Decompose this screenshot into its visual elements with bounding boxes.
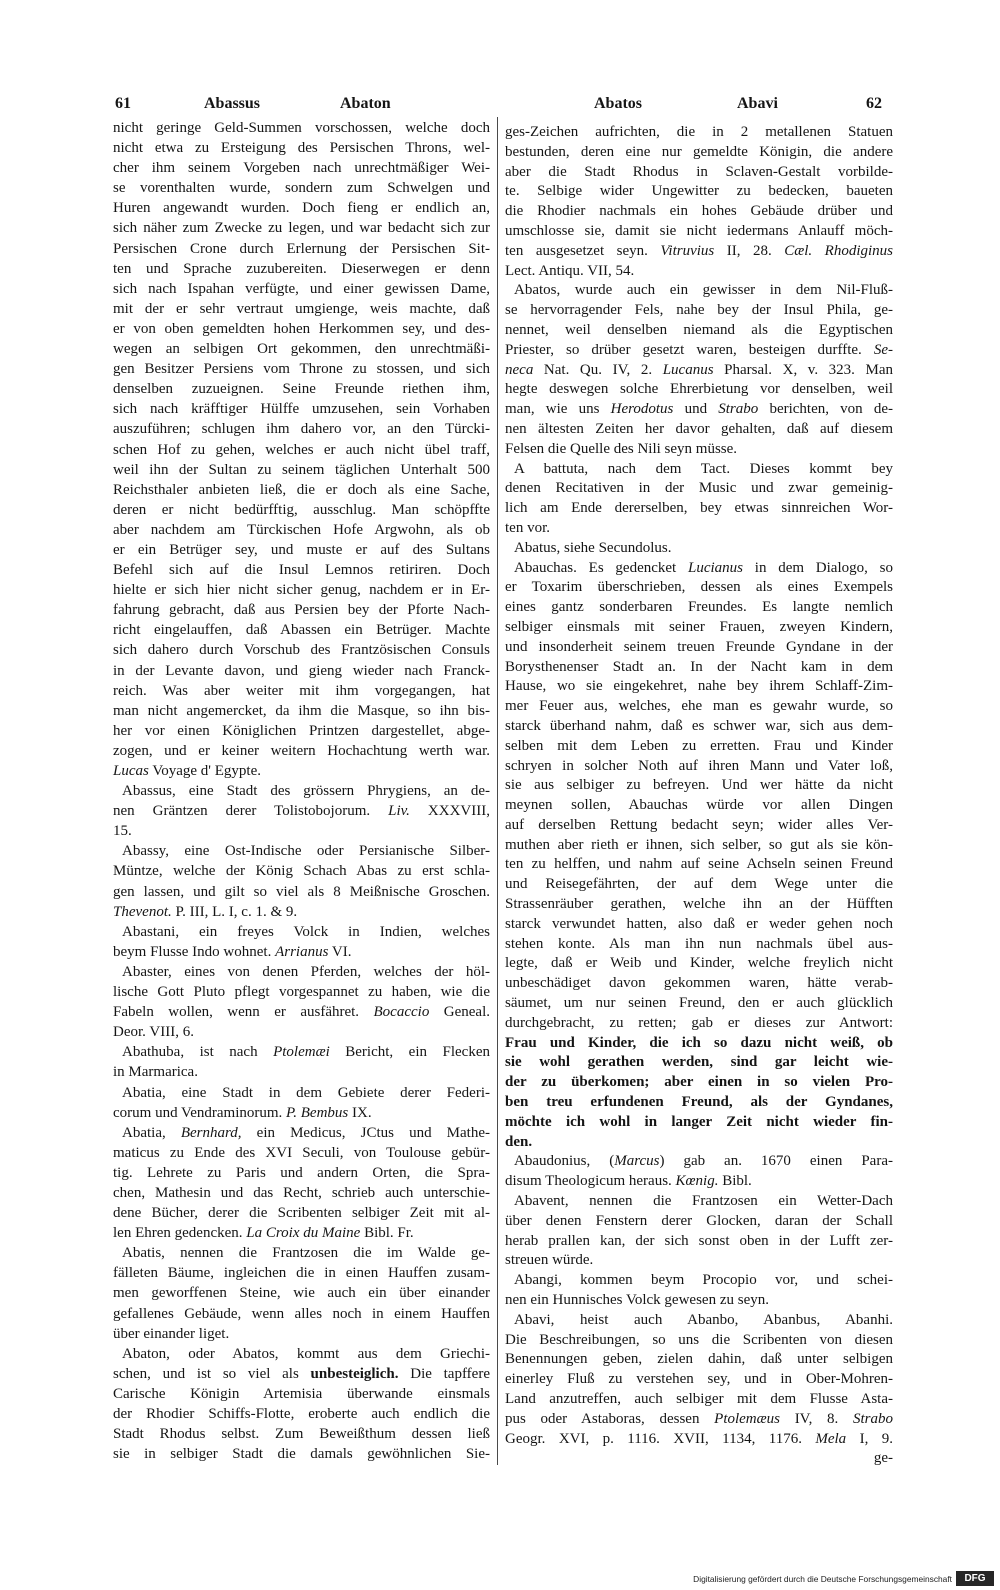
text-line: gen Besitzer Persiens vom Throne zu stossen, und sich — [113, 361, 490, 378]
entry-paragraph — [505, 1271, 893, 1311]
entry-paragraph — [113, 1243, 490, 1343]
text-line — [505, 1034, 893, 1054]
entry-paragraph — [113, 962, 490, 1042]
text-line: Abavi, heist auch Abanbo, Abanbus, Abanhi. — [514, 1311, 893, 1328]
text-line: selben mit dem Leben zu erretten. Frau und Kinder — [505, 737, 893, 754]
text-line: starck verwundet hatten, also daß er weder gehen noch — [505, 915, 893, 932]
text-line: Carische Königin Artemisia überwande einsmals — [113, 1385, 490, 1402]
entry-paragraph — [113, 1042, 490, 1082]
text-line: auszuführen; schlugen ihm dahero vor, an den Türcki- — [113, 421, 490, 438]
author-reference: Lucianus — [688, 559, 744, 576]
text-line: lich am Ende dererselben, bey etwas sinnreichen Wor- — [505, 500, 893, 517]
entry-paragraph — [505, 281, 893, 459]
text-line: schen, und ist so viel als unbesteiglich. Die tapffere — [113, 1365, 490, 1382]
text-line: aber die Stadt Rhodus in Sclaven-Gestalt vorbilde- — [505, 163, 893, 180]
text-line — [505, 1053, 893, 1073]
text-line: nicht geringe Geld-Summen vorschossen, welche doch — [113, 120, 490, 136]
text-line: maticus zu Ende des XVI Seculi, von Toulouse gebür- — [113, 1144, 490, 1161]
author-reference: Lucas — [113, 763, 149, 779]
entry-paragraph — [505, 1311, 893, 1450]
text-line: mit der er sehr vertraut umgienge, weis machte, daß — [113, 300, 490, 317]
author-reference: Liv. — [388, 803, 410, 820]
text-line: se hervorragender Fels, nahe bey der Insul Phila, ge- — [505, 302, 893, 319]
text-line: nen ältesten Zeiten her davor gehalten, daß auf diesem — [505, 420, 893, 437]
text-line: schryen in solcher Noth auf ihren Mann und Vater loß, — [505, 757, 893, 774]
text-line: Abatis, nennen die Frantzosen die im Walde ge- — [122, 1245, 490, 1262]
text-line: tig. Lehrete zu Paris und andern Orten, die Spra- — [113, 1164, 490, 1181]
text-line: ten ausgesetzet seyn. Vitruvius II, 28. Cæl. Rhodiginus — [505, 242, 893, 259]
text-line: A battuta, nach dem Tact. Dieses kommt bey — [514, 460, 893, 477]
author-reference: Strabo — [718, 401, 759, 418]
text-line: reich. Was aber weiter mit ihm vorgegangen, hat — [113, 682, 490, 699]
text-line: stehen konte. Als man ihn nun nachmals übel aus- — [505, 935, 893, 952]
text-line: wegen an selbigen Ort gekommen, den unrechtmäßi- — [113, 341, 490, 358]
author-reference: P. Bembus — [286, 1104, 349, 1121]
entry-paragraph — [113, 1344, 490, 1465]
catchword: ge- — [873, 1450, 893, 1467]
text-line: meynen sollen, Abauchas würde vor allen Dingen — [505, 797, 893, 814]
text-line: Abatia, eine Stadt in dem Gebiete derer Federi- — [122, 1084, 490, 1101]
text-line: sich dahero durch Vorschub des Frantzösischen Consuls — [113, 642, 490, 659]
text-line: die Rhodier nachmals ein hohes Gebäude drüber und — [505, 203, 893, 220]
text-line: nennet, weil denselben niemand als die Egyptischen — [505, 321, 893, 338]
text-line: er von oben gemeldten hohen Herkommen sey, und des- — [113, 320, 490, 337]
dfg-logo: DFG — [956, 1571, 994, 1586]
text-line: richt eingelauffen, daß Abassen ein Betrüger. Machte — [113, 622, 490, 639]
text-line: dene Bücher, derer die Scribenten selbiger Zeit mit al- — [113, 1205, 490, 1222]
author-reference: Vitruvius — [660, 242, 715, 259]
text-line: bestunden, deren eine nur gemeldte Königin, die andere — [505, 143, 893, 160]
text-line: nicht etwa zu Ersteigung des Persischen Throns, wel- — [113, 140, 490, 157]
text-line: einerley Fluß zu verstehen sey, und in Ober-Mohren- — [505, 1371, 893, 1388]
text-line: Fabeln wollen, wenn er ausfähret. Bocaccio Geneal. — [113, 1004, 490, 1021]
author-reference: Arrianus — [275, 943, 329, 960]
text-line: Die Beschreibungen, so uns die Scribenten von diesen — [505, 1331, 893, 1348]
text-line: hegte deswegen solche Ehrerbietung vor denselben, weil — [505, 381, 893, 398]
text-line: eines gantz sonderbaren Freundes. Es langte nemlich — [505, 599, 893, 616]
text-line: selbiger einsmals mit seiner Frauen, zweyen Kindern, — [505, 618, 893, 635]
text-line: über denen Fenstern derer Glocken, daran der Schall — [505, 1212, 893, 1229]
text-line: der Rhodier Schiffs-Flotte, eroberte auch endlich die — [113, 1406, 490, 1422]
text-line: Stadt Rhodus selbst. Zum Beweißthum dessen ließ — [113, 1426, 490, 1443]
entry-paragraph — [505, 1192, 893, 1271]
author-reference: Ptolemæus — [714, 1410, 780, 1427]
text-line: Benennungen geben, zielen dahin, daß unter selbigen — [505, 1351, 893, 1368]
text-line: gefallenes Gebäude, wenn alles noch in einem Hauffen — [113, 1305, 490, 1322]
text-line: Reichsthaler anbieten ließ, die er doch als eine Sache, — [113, 481, 490, 498]
text-line: corum und Vendraminorum. P. Bembus IX. — [113, 1104, 372, 1121]
text-column-left — [113, 118, 490, 1464]
text-line: pus oder Astaboras, dessen Ptolemæus IV, 8. Strabo — [505, 1410, 893, 1427]
text-line: säumet, um nur seinen Freund, den er auch glücklich — [505, 995, 893, 1012]
text-line: Persischen Crone durch Erlernung der Persischen Sit- — [113, 240, 490, 257]
text-line — [505, 1093, 893, 1113]
text-line: len Ehren gedencken. La Croix du Maine Bibl. Fr. — [113, 1225, 414, 1242]
entry-paragraph — [505, 1152, 893, 1192]
author-reference: Strabo — [852, 1410, 893, 1427]
author-reference: Ptolemæi — [273, 1044, 330, 1061]
text-line — [505, 1073, 893, 1093]
author-reference: Marcus — [614, 1153, 660, 1170]
text-line: Abavent, nennen die Frantzosen ein Wetter-Dach — [514, 1193, 893, 1210]
author-reference: Lucanus — [662, 361, 714, 378]
emphasized-text: sie wohl gerathen werden, sind gar leicht wie- — [505, 1054, 893, 1071]
author-reference: Bernhard, — [180, 1124, 242, 1141]
text-line: Abastani, ein freyes Volck in Indien, welches — [122, 923, 490, 940]
text-line: legte, daß er Weib und Kinder, welche freylich nicht — [505, 955, 893, 972]
text-line: Lucas Voyage d' Egypte. — [113, 763, 261, 779]
text-line: Abauchas. Es gedencket Lucianus in dem Dialogo, so — [514, 559, 893, 576]
text-line: neca Nat. Qu. IV, 2. Lucanus Pharsal. X, v. 323. Man — [505, 361, 894, 378]
text-line: hielte er sich hier nicht sicher genug, nachdem er in Er- — [113, 582, 490, 599]
text-line: fahrung gebracht, daß aus Persien bey der Pforte Nach- — [113, 602, 490, 619]
entry-paragraph — [505, 460, 893, 539]
digitization-credit: Digitalisierung gefördert durch die Deutsche Forschungsgemeinschaft — [693, 1574, 952, 1584]
text-line: Thevenot. P. III, L. I, c. 1. & 9. — [113, 903, 298, 920]
text-line: Befehl sich auf die Insul Lemnos retiriren. Doch — [113, 562, 490, 579]
emphasized-text: den. — [505, 1133, 533, 1150]
author-reference: La Croix du Maine — [246, 1225, 361, 1242]
column-divider — [497, 117, 498, 1465]
text-line: sie in selbiger Stadt die damals gewöhnlichen Sie- — [113, 1446, 490, 1463]
text-line — [505, 1113, 893, 1133]
text-line: se vorenthalten wurde, sondern zum Schwelgen und — [113, 180, 490, 197]
emphasized-text: ben treu erfundenen Freund, als der Gyndanes, — [505, 1094, 893, 1111]
text-line: Lect. Antiqu. VII, 54. — [505, 262, 635, 279]
entry-paragraph — [113, 1083, 490, 1123]
text-line: über einander liget. — [113, 1325, 230, 1342]
text-line: starck überhand nahm, daß es schwer war, sich aus dem- — [505, 717, 893, 734]
text-line: ges-Zeichen aufrichten, die in 2 metallenen Statuen — [505, 124, 893, 140]
author-reference: neca — [505, 361, 534, 378]
text-line: Land anzutreffen, auch selbiger mit dem Flusse Asta- — [505, 1391, 893, 1407]
page-number-right: 62 — [866, 95, 882, 112]
text-line: Abaster, eines von denen Pferden, welches der höl- — [122, 963, 490, 980]
text-line: beym Flusse Indo wohnet. Arrianus VI. — [113, 943, 352, 960]
text-line: Borysthenenser Stadt an. In der Nacht kam in dem — [505, 658, 893, 675]
author-reference: Bocaccio — [373, 1004, 430, 1021]
text-line — [505, 1133, 893, 1153]
text-line: Abassy, eine Ost-Indische oder Persianische Silber- — [122, 843, 490, 860]
header-catchword: Abassus — [204, 95, 261, 112]
text-line: men geworffenen Steine, wie auch ein über einander — [113, 1285, 490, 1302]
header-catchword: Abavi — [737, 95, 778, 112]
text-line: her vor einen Königlichen Printzen dargestellet, abge- — [113, 722, 490, 739]
entry-paragraph — [113, 1123, 490, 1244]
text-line: Hause, wo sie eingekehret, nahe bey ihrem Schlaff-Zim- — [505, 678, 893, 695]
text-line: zogen, und er keiner weitern Hochachtung werth war. — [113, 742, 490, 759]
text-line: in Marmarica. — [113, 1064, 198, 1081]
text-line: Felsen die Quelle des Nili seyn müsse. — [505, 440, 738, 457]
text-line: te. Selbige wider Ungewitter zu bedecken, baueten — [505, 183, 893, 200]
text-line: nen Gräntzen derer Tolistobojorum. Liv. XXXVIII, — [113, 803, 490, 820]
text-line: Abathuba, ist nach Ptolemæi Bericht, ein Flecken — [122, 1044, 490, 1061]
text-line: man, wie uns Herodotus und Strabo berichten, von de- — [505, 401, 893, 418]
text-line: nen ein Hunnisches Volck gewesen zu seyn. — [505, 1292, 769, 1309]
text-line: er ein Betrüger sey, und muste er auf des Sultans — [113, 541, 490, 558]
text-line: herab prallen kan, der sich sonst oben in der Lufft zer- — [505, 1232, 893, 1249]
text-line: ten zu helffen, und nahm auf seine Achseln seinen Freund — [505, 856, 893, 873]
text-line: aber nachdem am Türckischen Hofe Argwohn, als ob — [113, 521, 490, 538]
entry-paragraph — [505, 539, 893, 559]
text-line: ten und Sprache zuzubereiten. Dieserwegen er denn — [113, 260, 490, 277]
text-line: sich nach Ispahan verfügte, und einer gewissen Dame, — [113, 280, 490, 297]
entry-paragraph — [113, 781, 490, 841]
text-line: ten vor. — [505, 519, 550, 536]
text-line: und Reisegefährten, der auf dem Wege unter die — [505, 876, 893, 893]
text-line: disum Theologicum heraus. Kœnig. Bibl. — [505, 1173, 752, 1190]
text-line: deren er nicht bedürfftig, ausschlug. Man schöpffte — [113, 501, 490, 518]
emphasized-text: möchte ich wohl in langer Zeit nicht wieder fin- — [505, 1113, 893, 1130]
emphasized-text: Frau und Kinder, die ich so dazu nicht weiß, ob — [505, 1034, 893, 1051]
text-line: auf derselben Rettung bedacht seyn; wider alles Ver- — [505, 816, 893, 833]
author-reference: Cæl. Rhodiginus — [784, 242, 893, 259]
text-line: in der Levante davon, und gieng wieder nach Franck- — [113, 662, 490, 679]
text-line: Abatia, Bernhard, ein Medicus, JCtus und Mathe- — [122, 1124, 490, 1141]
text-line: 15. — [113, 823, 132, 840]
text-line: Abangi, kommen beym Procopio vor, und schei- — [514, 1272, 893, 1289]
text-line: umschlosse sie, damit sie nicht iedermans Anlauff möch- — [505, 222, 893, 239]
text-line: cher ihm seinem Vorgeben nach unrechtmäßiger Wei- — [113, 160, 490, 177]
text-line: Abaton, oder Abatos, kommt aus dem Griechi- — [122, 1345, 490, 1362]
text-line: Abatus, siehe Secundolus. — [514, 539, 672, 556]
text-line: streuen würde. — [505, 1252, 594, 1269]
text-line: denselben zuzueignen. Seine Freunde riethen ihm, — [113, 381, 490, 398]
text-column-right — [505, 123, 893, 1469]
text-line: durchgebracht, zu retten; gab er dieses zur Antwort: — [505, 1014, 893, 1031]
text-line: mer Feuer aus, welches, ehe man es gewahr wurde, so — [505, 698, 893, 715]
text-line: denen Recitativen in der Music und zwar gemeinig- — [505, 480, 893, 497]
author-reference: Mela — [815, 1430, 847, 1447]
text-line: Geogr. XVI, p. 1116. XVII, 1134, 1176. Mela I, 9. — [505, 1430, 893, 1447]
text-line: muthen aber rieth er ihnen, sich selber, so gut als sie kön- — [505, 836, 893, 853]
text-line: Abassus, eine Stadt des grössern Phrygiens, an de- — [122, 783, 490, 800]
text-line: man nicht angemercket, da ihm die Masque, so ihn bis- — [113, 702, 490, 719]
text-line: weil ihn der Sultan zu seinem täglichen Unterhalt 500 — [113, 461, 490, 478]
text-line: Deor. VIII, 6. — [113, 1024, 194, 1041]
text-line: sich nach kräfftiger Hülffe umzusehen, sein Vorhaben — [113, 401, 490, 418]
entry-paragraph — [113, 118, 490, 781]
entry-paragraph — [113, 922, 490, 962]
text-line: lische Gott Pluto pflegt vorgespannet zu haben, wie die — [113, 984, 490, 1001]
text-line: und insonderheit seinem treuen Freunde Gyndane in der — [505, 638, 893, 655]
entry-paragraph — [505, 559, 893, 1153]
emphasized-text: der zu überkomen; aber einen in so vielen Pro- — [505, 1074, 893, 1091]
emphasized-text: unbesteiglich. — [310, 1365, 399, 1382]
text-line: sich näher zum Zwecke zu legen, und war bedacht sich zur — [113, 220, 490, 237]
entry-paragraph — [505, 123, 893, 281]
author-reference: Herodotus — [610, 401, 674, 418]
text-line: Priester, so drüber gesetzt waren, besteigen durffte. Se- — [505, 341, 893, 358]
text-line: sie aus selbiger zu befreyen. Und wer hätte da nicht — [505, 777, 893, 794]
text-line: gen lassen, und gilt so viel als 8 Meißnische Groschen. — [113, 883, 490, 900]
header-catchword: Abaton — [340, 95, 391, 112]
author-reference: Thevenot. — [113, 903, 172, 920]
text-line: er Toxarim überschrieben, dessen als eines Exempels — [505, 579, 893, 596]
text-line: unbeschädiget davon gekommen waren, hätte verab- — [505, 975, 893, 992]
header-catchword: Abatos — [594, 95, 643, 112]
text-line: Abaudonius, (Marcus) gab an. 1670 einen Para- — [514, 1153, 893, 1170]
text-line: Abatos, wurde auch ein gewisser in dem Nil-Fluß- — [514, 282, 893, 299]
text-line: schen Hof zu gehen, welches er auch nicht übel traff, — [113, 441, 490, 458]
text-line: chen, Mathesin und das Recht, schrieb auch unterschie- — [113, 1184, 490, 1201]
text-line: fälleten Bäume, ingleichen die in einen Hauffen zusam- — [113, 1265, 490, 1282]
entry-paragraph — [113, 841, 490, 921]
text-line: Müntze, welche der König Schach Abas zu erst schla- — [113, 863, 490, 880]
text-line: Strassenräuber gerathen, welche ihn an der Hüfften — [505, 896, 893, 913]
page-number-left: 61 — [115, 95, 131, 112]
author-reference: Se- — [873, 341, 893, 358]
text-line: Huren angewandt wurden. Doch fieng er endlich an, — [113, 200, 490, 217]
author-reference: Kœnig. — [675, 1173, 719, 1190]
